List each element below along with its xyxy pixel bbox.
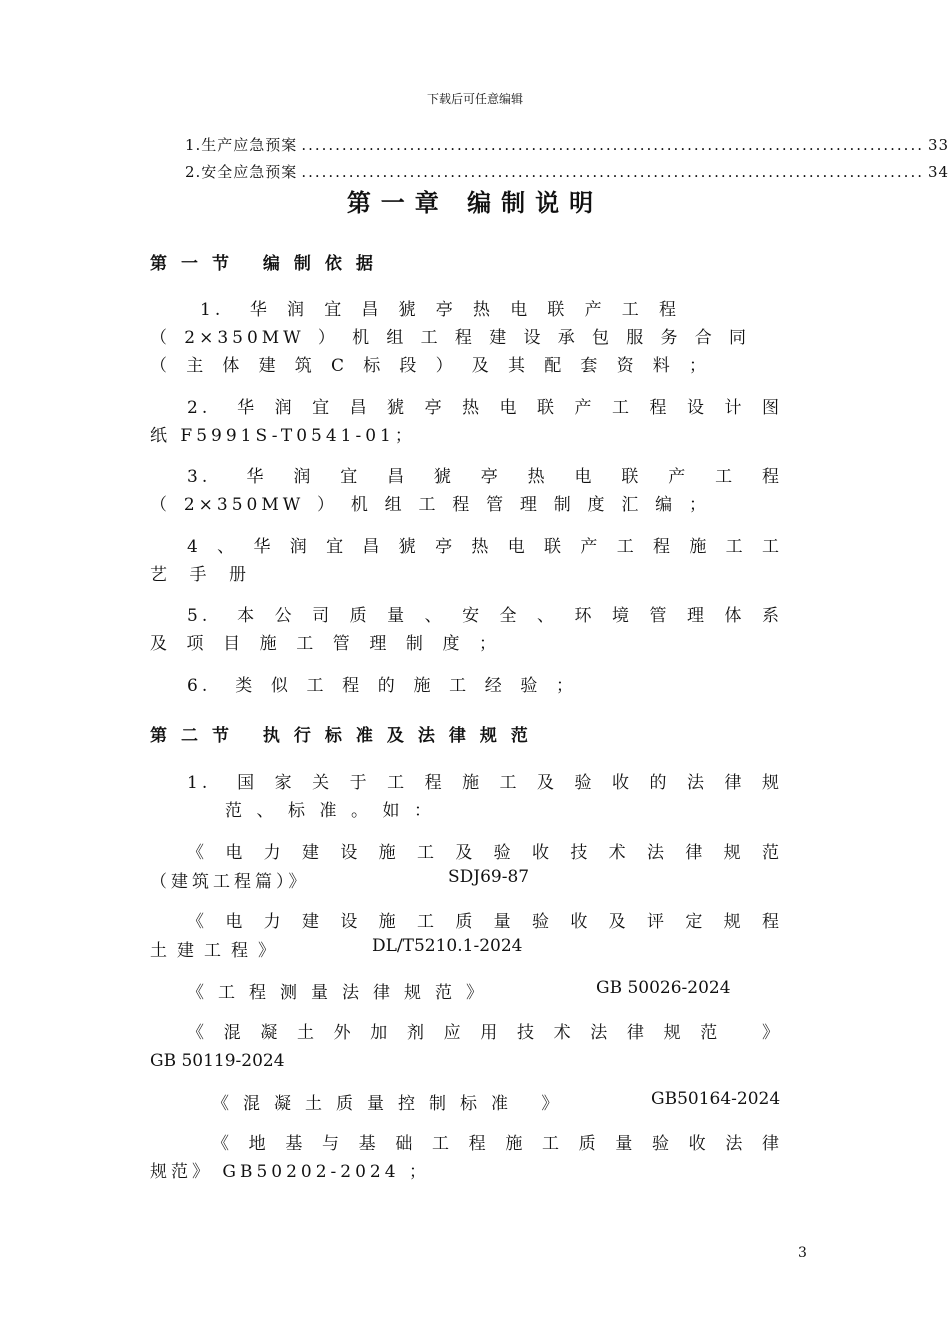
toc-leader-dots: ............................................................................................ <box>301 163 924 181</box>
paragraph-line: 艺手册 <box>150 565 250 585</box>
paragraph-basis-1 <box>150 296 783 380</box>
paragraph-line: 6. 类似工程的施工经验； <box>187 676 577 696</box>
paragraph-line: 《电力建设施工及验收技术法律规范 <box>187 843 783 863</box>
toc-entry-label: 2.安全应急预案 <box>185 163 298 181</box>
paragraph-line: 《地基与基础工程施工质量验收法律 <box>212 1134 783 1154</box>
chapter-title: 第一章 编制说明 <box>346 188 604 217</box>
toc-entry[interactable] <box>185 161 950 182</box>
paragraph-line: 规范》 GB50202-2024 ； <box>150 1162 430 1182</box>
paragraph-standard-2 <box>150 839 783 867</box>
paragraph-line: GB 50119-2024 <box>150 1051 285 1071</box>
paragraph-standard-1 <box>150 769 783 825</box>
paragraph-basis-2 <box>150 394 783 450</box>
page-header: 下载后可任意编辑 <box>426 92 523 106</box>
standard-name: 《工程测量法律规范》 <box>187 983 497 1003</box>
toc-entry-page: 33 <box>927 136 950 154</box>
standard-name: 土建工程》 <box>150 941 285 961</box>
standard-code: GB50164-2024 <box>651 1089 781 1109</box>
paragraph-line: 2. 华润宜昌猇亭热电联产工程设计图 <box>187 398 783 418</box>
paragraph-line: （2×350MW）机组工程建设承包服务合同 <box>150 328 750 348</box>
standard-code: SDJ69-87 <box>448 867 530 887</box>
paragraph-basis-6 <box>150 672 783 700</box>
toc-entry[interactable] <box>185 134 950 155</box>
paragraph-line: 范、标准。如： <box>225 801 435 821</box>
standard-name: （建筑工程篇）》 <box>150 872 310 892</box>
standard-code: DL/T5210.1-2024 <box>372 936 523 956</box>
paragraph-standard-7 <box>150 1130 783 1186</box>
section-title: 第二节 执行标准及法律规范 <box>150 726 542 746</box>
paragraph-line: 3. 华润宜昌猇亭热电联产工程 <box>187 467 783 487</box>
paragraph-line: 1. 国家关于工程施工及验收的法律规 <box>187 773 783 793</box>
toc-entry-label: 1.生产应急预案 <box>185 136 298 154</box>
standard-name: 《混凝土质量控制标准 》 <box>212 1094 573 1114</box>
page-number: 3 <box>798 1245 807 1261</box>
section-title: 第一节 编制依据 <box>150 254 387 274</box>
paragraph-line: 纸 F5991S-T0541-01； <box>150 426 416 446</box>
paragraph-line: （2×350MW）机组工程管理制度汇编； <box>150 495 710 515</box>
paragraph-standard-3 <box>150 908 783 936</box>
paragraph-line: 1. 华润宜昌猇亭热电联产工程 <box>200 300 680 320</box>
toc-leader-dots: ............................................................................................ <box>301 136 924 154</box>
paragraph-line: 《混凝土外加剂应用技术法律规范 》 <box>187 1023 783 1043</box>
paragraph-line: （主体建筑C标段）及其配套资料； <box>150 356 710 376</box>
paragraph-standard-5 <box>150 1019 783 1075</box>
paragraph-line: 及项目施工管理制度； <box>150 634 500 654</box>
paragraph-basis-4 <box>150 533 783 589</box>
standard-code: GB 50026-2024 <box>596 978 731 998</box>
paragraph-basis-3 <box>150 463 783 519</box>
paragraph-line: 《电力建设施工质量验收及评定规程 <box>187 912 783 932</box>
toc-entry-page: 34 <box>927 163 950 181</box>
paragraph-line: 5. 本公司质量、安全、环境管理体系 <box>187 606 783 626</box>
paragraph-line: 4、华润宜昌猇亭热电联产工程施工工 <box>187 537 783 557</box>
paragraph-basis-5 <box>150 602 783 658</box>
